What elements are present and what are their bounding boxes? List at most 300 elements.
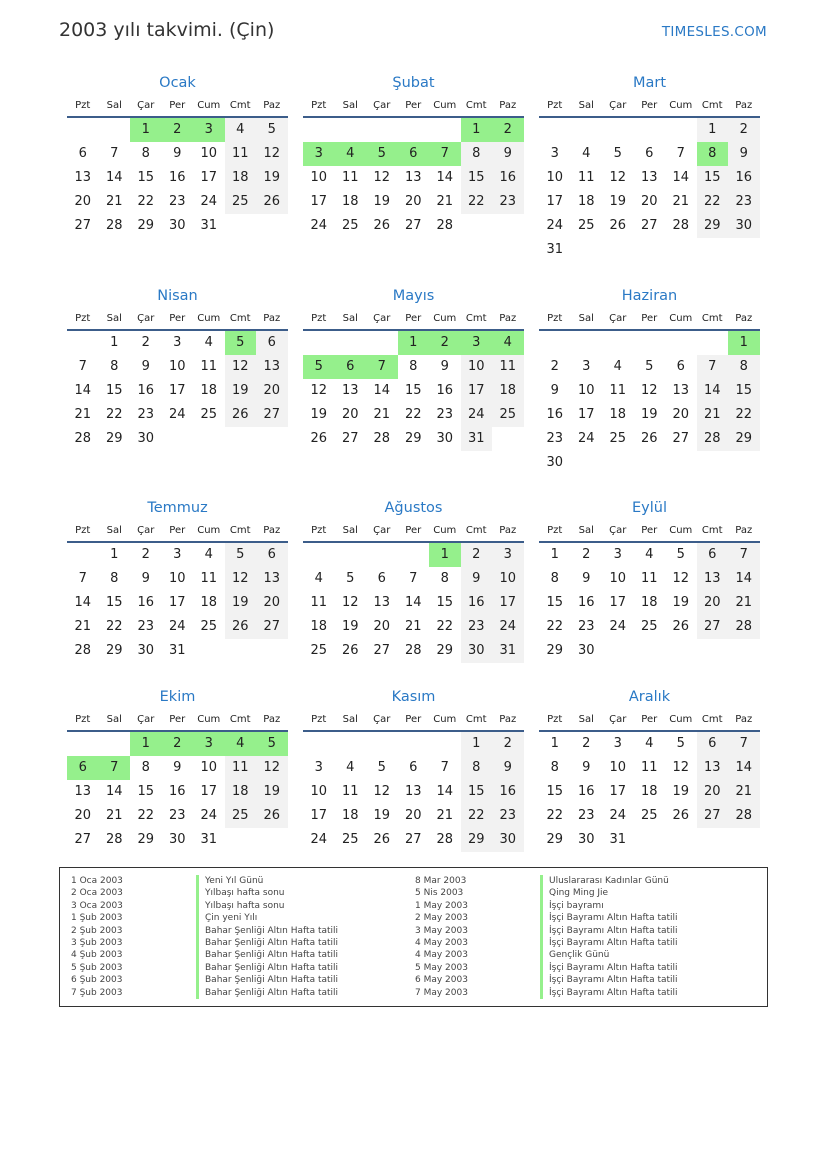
day-cell[interactable]: 17: [168, 595, 186, 610]
day-cell[interactable]: 16: [492, 166, 524, 190]
day-cell[interactable]: 24: [310, 218, 328, 233]
day-cell[interactable]: 14: [728, 567, 760, 591]
day-cell[interactable]: 30: [137, 643, 155, 658]
day-cell[interactable]: 8: [461, 142, 493, 166]
day-cell[interactable]: 12: [256, 142, 288, 166]
day-cell[interactable]: 20: [404, 194, 422, 209]
day-cell[interactable]: 28: [436, 218, 454, 233]
day-cell[interactable]: 24: [168, 407, 186, 422]
day-cell[interactable]: 11: [640, 571, 658, 586]
day-cell[interactable]: 3: [492, 543, 524, 567]
day-cell[interactable]: 4: [645, 547, 654, 562]
day-cell[interactable]: 21: [436, 808, 454, 823]
day-cell[interactable]: 10: [577, 383, 595, 398]
day-cell[interactable]: 5: [613, 146, 622, 161]
day-cell[interactable]: 8: [440, 571, 449, 586]
day-cell[interactable]: 15: [546, 595, 564, 610]
day-cell[interactable]: 6: [67, 756, 99, 780]
day-cell[interactable]: 25: [225, 804, 257, 828]
day-cell[interactable]: 3: [613, 736, 622, 751]
day-cell[interactable]: 27: [74, 832, 92, 847]
day-cell[interactable]: 15: [697, 166, 729, 190]
day-cell[interactable]: 29: [546, 832, 564, 847]
day-cell[interactable]: 14: [728, 756, 760, 780]
day-cell[interactable]: 2: [461, 543, 493, 567]
day-cell[interactable]: 4: [346, 760, 355, 775]
day-cell[interactable]: 9: [492, 142, 524, 166]
day-cell[interactable]: 5: [225, 543, 257, 567]
day-cell[interactable]: 2: [162, 732, 194, 756]
day-cell[interactable]: 1: [550, 547, 559, 562]
day-cell[interactable]: 17: [200, 170, 218, 185]
day-cell[interactable]: 4: [492, 331, 524, 355]
day-cell[interactable]: 6: [256, 543, 288, 567]
day-cell[interactable]: 11: [310, 595, 328, 610]
day-cell[interactable]: 19: [310, 407, 328, 422]
day-cell[interactable]: 2: [492, 732, 524, 756]
day-cell[interactable]: 26: [256, 804, 288, 828]
day-cell[interactable]: 6: [676, 359, 685, 374]
day-cell[interactable]: 4: [645, 736, 654, 751]
day-cell[interactable]: 6: [256, 331, 288, 355]
day-cell[interactable]: 19: [225, 379, 257, 403]
day-cell[interactable]: 28: [74, 643, 92, 658]
day-cell[interactable]: 13: [373, 595, 391, 610]
day-cell[interactable]: 8: [461, 756, 493, 780]
day-cell[interactable]: 9: [141, 571, 150, 586]
day-cell[interactable]: 17: [546, 194, 564, 209]
day-cell[interactable]: 26: [640, 431, 658, 446]
day-cell[interactable]: 5: [676, 736, 685, 751]
day-cell[interactable]: 14: [404, 595, 422, 610]
day-cell[interactable]: 20: [697, 780, 729, 804]
day-cell[interactable]: 21: [728, 591, 760, 615]
day-cell[interactable]: 25: [341, 218, 359, 233]
day-cell[interactable]: 24: [200, 194, 218, 209]
day-cell[interactable]: 6: [645, 146, 654, 161]
day-cell[interactable]: 27: [697, 615, 729, 639]
day-cell[interactable]: 31: [609, 832, 627, 847]
day-cell[interactable]: 8: [550, 760, 559, 775]
day-cell[interactable]: 25: [492, 403, 524, 427]
day-cell[interactable]: 12: [672, 571, 690, 586]
day-cell[interactable]: 10: [200, 760, 218, 775]
day-cell[interactable]: 12: [609, 170, 627, 185]
day-cell[interactable]: 24: [168, 619, 186, 634]
day-cell[interactable]: 12: [672, 760, 690, 775]
day-cell[interactable]: 25: [200, 619, 218, 634]
day-cell[interactable]: 6: [78, 146, 87, 161]
day-cell[interactable]: 15: [105, 383, 123, 398]
day-cell[interactable]: 3: [582, 359, 591, 374]
day-cell[interactable]: 29: [137, 218, 155, 233]
day-cell[interactable]: 13: [74, 784, 92, 799]
day-cell[interactable]: 29: [697, 214, 729, 238]
day-cell[interactable]: 7: [409, 571, 418, 586]
day-cell[interactable]: 20: [697, 591, 729, 615]
day-cell[interactable]: 14: [74, 383, 92, 398]
day-cell[interactable]: 12: [225, 567, 257, 591]
day-cell[interactable]: 15: [728, 379, 760, 403]
day-cell[interactable]: 6: [398, 142, 430, 166]
day-cell[interactable]: 20: [256, 379, 288, 403]
day-cell[interactable]: 11: [225, 756, 257, 780]
day-cell[interactable]: 16: [577, 784, 595, 799]
day-cell[interactable]: 31: [168, 643, 186, 658]
day-cell[interactable]: 21: [672, 194, 690, 209]
day-cell[interactable]: 14: [436, 784, 454, 799]
day-cell[interactable]: 1: [429, 543, 461, 567]
day-cell[interactable]: 28: [728, 804, 760, 828]
day-cell[interactable]: 4: [335, 142, 367, 166]
day-cell[interactable]: 23: [577, 808, 595, 823]
day-cell[interactable]: 10: [168, 359, 186, 374]
day-cell[interactable]: 8: [697, 142, 729, 166]
day-cell[interactable]: 13: [404, 170, 422, 185]
day-cell[interactable]: 21: [105, 194, 123, 209]
day-cell[interactable]: 7: [697, 355, 729, 379]
day-cell[interactable]: 13: [640, 170, 658, 185]
day-cell[interactable]: 12: [640, 383, 658, 398]
day-cell[interactable]: 18: [225, 780, 257, 804]
day-cell[interactable]: 9: [550, 383, 559, 398]
day-cell[interactable]: 30: [546, 455, 564, 470]
day-cell[interactable]: 28: [373, 431, 391, 446]
day-cell[interactable]: 22: [546, 808, 564, 823]
day-cell[interactable]: 19: [609, 194, 627, 209]
day-cell[interactable]: 31: [492, 639, 524, 663]
day-cell[interactable]: 12: [373, 784, 391, 799]
day-cell[interactable]: 6: [409, 760, 418, 775]
day-cell[interactable]: 1: [550, 736, 559, 751]
day-cell[interactable]: 29: [461, 828, 493, 852]
day-cell[interactable]: 31: [200, 218, 218, 233]
day-cell[interactable]: 16: [168, 784, 186, 799]
day-cell[interactable]: 1: [728, 331, 760, 355]
day-cell[interactable]: 19: [672, 595, 690, 610]
day-cell[interactable]: 5: [303, 355, 335, 379]
day-cell[interactable]: 22: [461, 190, 493, 214]
day-cell[interactable]: 26: [310, 431, 328, 446]
day-cell[interactable]: 26: [225, 615, 257, 639]
day-cell[interactable]: 2: [429, 331, 461, 355]
day-cell[interactable]: 11: [640, 760, 658, 775]
day-cell[interactable]: 15: [137, 170, 155, 185]
day-cell[interactable]: 28: [105, 832, 123, 847]
day-cell[interactable]: 27: [672, 431, 690, 446]
day-cell[interactable]: 23: [728, 190, 760, 214]
day-cell[interactable]: 13: [697, 756, 729, 780]
day-cell[interactable]: 2: [550, 359, 559, 374]
day-cell[interactable]: 16: [492, 780, 524, 804]
day-cell[interactable]: 29: [105, 431, 123, 446]
day-cell[interactable]: 7: [429, 142, 461, 166]
day-cell[interactable]: 2: [141, 335, 150, 350]
day-cell[interactable]: 15: [436, 595, 454, 610]
day-cell[interactable]: 10: [310, 784, 328, 799]
day-cell[interactable]: 13: [697, 567, 729, 591]
day-cell[interactable]: 14: [697, 379, 729, 403]
day-cell[interactable]: 11: [225, 142, 257, 166]
day-cell[interactable]: 28: [728, 615, 760, 639]
day-cell[interactable]: 27: [640, 218, 658, 233]
day-cell[interactable]: 7: [110, 146, 119, 161]
day-cell[interactable]: 2: [141, 547, 150, 562]
day-cell[interactable]: 11: [609, 383, 627, 398]
day-cell[interactable]: 10: [168, 571, 186, 586]
day-cell[interactable]: 27: [341, 431, 359, 446]
day-cell[interactable]: 31: [461, 427, 493, 451]
day-cell[interactable]: 21: [697, 403, 729, 427]
day-cell[interactable]: 13: [404, 784, 422, 799]
day-cell[interactable]: 25: [577, 218, 595, 233]
day-cell[interactable]: 30: [168, 218, 186, 233]
day-cell[interactable]: 22: [105, 619, 123, 634]
day-cell[interactable]: 19: [672, 784, 690, 799]
day-cell[interactable]: 7: [676, 146, 685, 161]
day-cell[interactable]: 2: [492, 118, 524, 142]
day-cell[interactable]: 1: [461, 732, 493, 756]
day-cell[interactable]: 2: [728, 118, 760, 142]
day-cell[interactable]: 7: [78, 571, 87, 586]
day-cell[interactable]: 25: [640, 619, 658, 634]
day-cell[interactable]: 21: [373, 407, 391, 422]
day-cell[interactable]: 22: [137, 194, 155, 209]
day-cell[interactable]: 29: [404, 431, 422, 446]
day-cell[interactable]: 28: [697, 427, 729, 451]
day-cell[interactable]: 23: [577, 619, 595, 634]
day-cell[interactable]: 7: [99, 756, 131, 780]
day-cell[interactable]: 19: [373, 808, 391, 823]
day-cell[interactable]: 28: [672, 218, 690, 233]
day-cell[interactable]: 23: [461, 615, 493, 639]
day-cell[interactable]: 4: [225, 118, 257, 142]
day-cell[interactable]: 4: [204, 335, 213, 350]
day-cell[interactable]: 12: [225, 355, 257, 379]
day-cell[interactable]: 26: [609, 218, 627, 233]
day-cell[interactable]: 18: [492, 379, 524, 403]
day-cell[interactable]: 12: [341, 595, 359, 610]
day-cell[interactable]: 17: [200, 784, 218, 799]
day-cell[interactable]: 20: [640, 194, 658, 209]
day-cell[interactable]: 30: [577, 832, 595, 847]
day-cell[interactable]: 16: [546, 407, 564, 422]
day-cell[interactable]: 1: [110, 335, 119, 350]
day-cell[interactable]: 8: [141, 146, 150, 161]
day-cell[interactable]: 16: [137, 595, 155, 610]
day-cell[interactable]: 22: [728, 403, 760, 427]
day-cell[interactable]: 11: [200, 571, 218, 586]
day-cell[interactable]: 17: [168, 383, 186, 398]
day-cell[interactable]: 21: [105, 808, 123, 823]
day-cell[interactable]: 20: [404, 808, 422, 823]
day-cell[interactable]: 25: [225, 190, 257, 214]
day-cell[interactable]: 15: [105, 595, 123, 610]
day-cell[interactable]: 12: [310, 383, 328, 398]
day-cell[interactable]: 25: [640, 808, 658, 823]
day-cell[interactable]: 7: [366, 355, 398, 379]
day-cell[interactable]: 10: [310, 170, 328, 185]
day-cell[interactable]: 10: [546, 170, 564, 185]
day-cell[interactable]: 16: [577, 595, 595, 610]
day-cell[interactable]: 25: [609, 431, 627, 446]
day-cell[interactable]: 8: [728, 355, 760, 379]
day-cell[interactable]: 30: [492, 828, 524, 852]
day-cell[interactable]: 16: [137, 383, 155, 398]
day-cell[interactable]: 11: [200, 359, 218, 374]
day-cell[interactable]: 5: [346, 571, 355, 586]
day-cell[interactable]: 16: [461, 591, 493, 615]
day-cell[interactable]: 8: [141, 760, 150, 775]
day-cell[interactable]: 23: [492, 190, 524, 214]
day-cell[interactable]: 18: [341, 194, 359, 209]
day-cell[interactable]: 26: [225, 403, 257, 427]
day-cell[interactable]: 30: [728, 214, 760, 238]
day-cell[interactable]: 14: [672, 170, 690, 185]
day-cell[interactable]: 6: [697, 543, 729, 567]
day-cell[interactable]: 3: [303, 142, 335, 166]
day-cell[interactable]: 14: [105, 170, 123, 185]
day-cell[interactable]: 24: [200, 808, 218, 823]
day-cell[interactable]: 23: [137, 407, 155, 422]
day-cell[interactable]: 5: [366, 142, 398, 166]
day-cell[interactable]: 31: [200, 832, 218, 847]
day-cell[interactable]: 21: [404, 619, 422, 634]
day-cell[interactable]: 3: [173, 335, 182, 350]
day-cell[interactable]: 19: [256, 166, 288, 190]
day-cell[interactable]: 18: [310, 619, 328, 634]
day-cell[interactable]: 17: [609, 784, 627, 799]
day-cell[interactable]: 3: [173, 547, 182, 562]
day-cell[interactable]: 20: [373, 619, 391, 634]
day-cell[interactable]: 5: [676, 547, 685, 562]
day-cell[interactable]: 28: [105, 218, 123, 233]
day-cell[interactable]: 18: [640, 784, 658, 799]
day-cell[interactable]: 25: [310, 643, 328, 658]
day-cell[interactable]: 8: [550, 571, 559, 586]
day-cell[interactable]: 29: [728, 427, 760, 451]
day-cell[interactable]: 23: [137, 619, 155, 634]
day-cell[interactable]: 4: [225, 732, 257, 756]
day-cell[interactable]: 15: [461, 780, 493, 804]
day-cell[interactable]: 23: [492, 804, 524, 828]
day-cell[interactable]: 18: [225, 166, 257, 190]
day-cell[interactable]: 17: [461, 379, 493, 403]
day-cell[interactable]: 7: [728, 732, 760, 756]
day-cell[interactable]: 17: [492, 591, 524, 615]
day-cell[interactable]: 2: [582, 547, 591, 562]
day-cell[interactable]: 19: [256, 780, 288, 804]
day-cell[interactable]: 18: [200, 383, 218, 398]
day-cell[interactable]: 9: [728, 142, 760, 166]
day-cell[interactable]: 9: [173, 146, 182, 161]
day-cell[interactable]: 1: [110, 547, 119, 562]
day-cell[interactable]: 16: [436, 383, 454, 398]
day-cell[interactable]: 15: [546, 784, 564, 799]
day-cell[interactable]: 16: [728, 166, 760, 190]
day-cell[interactable]: 1: [130, 118, 162, 142]
day-cell[interactable]: 8: [409, 359, 418, 374]
day-cell[interactable]: 18: [609, 407, 627, 422]
day-cell[interactable]: 4: [613, 359, 622, 374]
day-cell[interactable]: 10: [200, 146, 218, 161]
day-cell[interactable]: 21: [74, 619, 92, 634]
day-cell[interactable]: 13: [672, 383, 690, 398]
day-cell[interactable]: 26: [672, 808, 690, 823]
day-cell[interactable]: 18: [200, 595, 218, 610]
day-cell[interactable]: 2: [162, 118, 194, 142]
day-cell[interactable]: 22: [105, 407, 123, 422]
day-cell[interactable]: 25: [200, 407, 218, 422]
day-cell[interactable]: 17: [577, 407, 595, 422]
day-cell[interactable]: 26: [672, 619, 690, 634]
day-cell[interactable]: 1: [697, 118, 729, 142]
day-cell[interactable]: 22: [546, 619, 564, 634]
day-cell[interactable]: 10: [461, 355, 493, 379]
day-cell[interactable]: 28: [404, 643, 422, 658]
day-cell[interactable]: 11: [577, 170, 595, 185]
day-cell[interactable]: 3: [314, 760, 323, 775]
day-cell[interactable]: 29: [105, 643, 123, 658]
day-cell[interactable]: 15: [137, 784, 155, 799]
day-cell[interactable]: 30: [137, 431, 155, 446]
day-cell[interactable]: 27: [74, 218, 92, 233]
day-cell[interactable]: 19: [225, 591, 257, 615]
day-cell[interactable]: 20: [672, 407, 690, 422]
day-cell[interactable]: 4: [582, 146, 591, 161]
day-cell[interactable]: 16: [168, 170, 186, 185]
day-cell[interactable]: 5: [256, 732, 288, 756]
day-cell[interactable]: 1: [130, 732, 162, 756]
day-cell[interactable]: 30: [168, 832, 186, 847]
day-cell[interactable]: 24: [492, 615, 524, 639]
day-cell[interactable]: 17: [609, 595, 627, 610]
day-cell[interactable]: 4: [204, 547, 213, 562]
day-cell[interactable]: 21: [436, 194, 454, 209]
day-cell[interactable]: 5: [377, 760, 386, 775]
day-cell[interactable]: 13: [74, 170, 92, 185]
day-cell[interactable]: 26: [256, 190, 288, 214]
day-cell[interactable]: 11: [341, 784, 359, 799]
brand-link[interactable]: TIMESLES.COM: [661, 24, 767, 40]
day-cell[interactable]: 19: [640, 407, 658, 422]
day-cell[interactable]: 18: [341, 808, 359, 823]
day-cell[interactable]: 14: [105, 784, 123, 799]
day-cell[interactable]: 27: [404, 218, 422, 233]
day-cell[interactable]: 14: [436, 170, 454, 185]
day-cell[interactable]: 9: [492, 756, 524, 780]
day-cell[interactable]: 27: [697, 804, 729, 828]
day-cell[interactable]: 25: [341, 832, 359, 847]
day-cell[interactable]: 22: [436, 619, 454, 634]
day-cell[interactable]: 30: [577, 643, 595, 658]
day-cell[interactable]: 23: [546, 431, 564, 446]
day-cell[interactable]: 1: [461, 118, 493, 142]
day-cell[interactable]: 19: [341, 619, 359, 634]
day-cell[interactable]: 30: [436, 431, 454, 446]
day-cell[interactable]: 2: [582, 736, 591, 751]
day-cell[interactable]: 29: [137, 832, 155, 847]
day-cell[interactable]: 28: [436, 832, 454, 847]
day-cell[interactable]: 9: [173, 760, 182, 775]
day-cell[interactable]: 20: [74, 194, 92, 209]
day-cell[interactable]: 21: [728, 780, 760, 804]
day-cell[interactable]: 14: [373, 383, 391, 398]
day-cell[interactable]: 3: [193, 732, 225, 756]
day-cell[interactable]: 24: [577, 431, 595, 446]
day-cell[interactable]: 10: [609, 571, 627, 586]
day-cell[interactable]: 22: [137, 808, 155, 823]
